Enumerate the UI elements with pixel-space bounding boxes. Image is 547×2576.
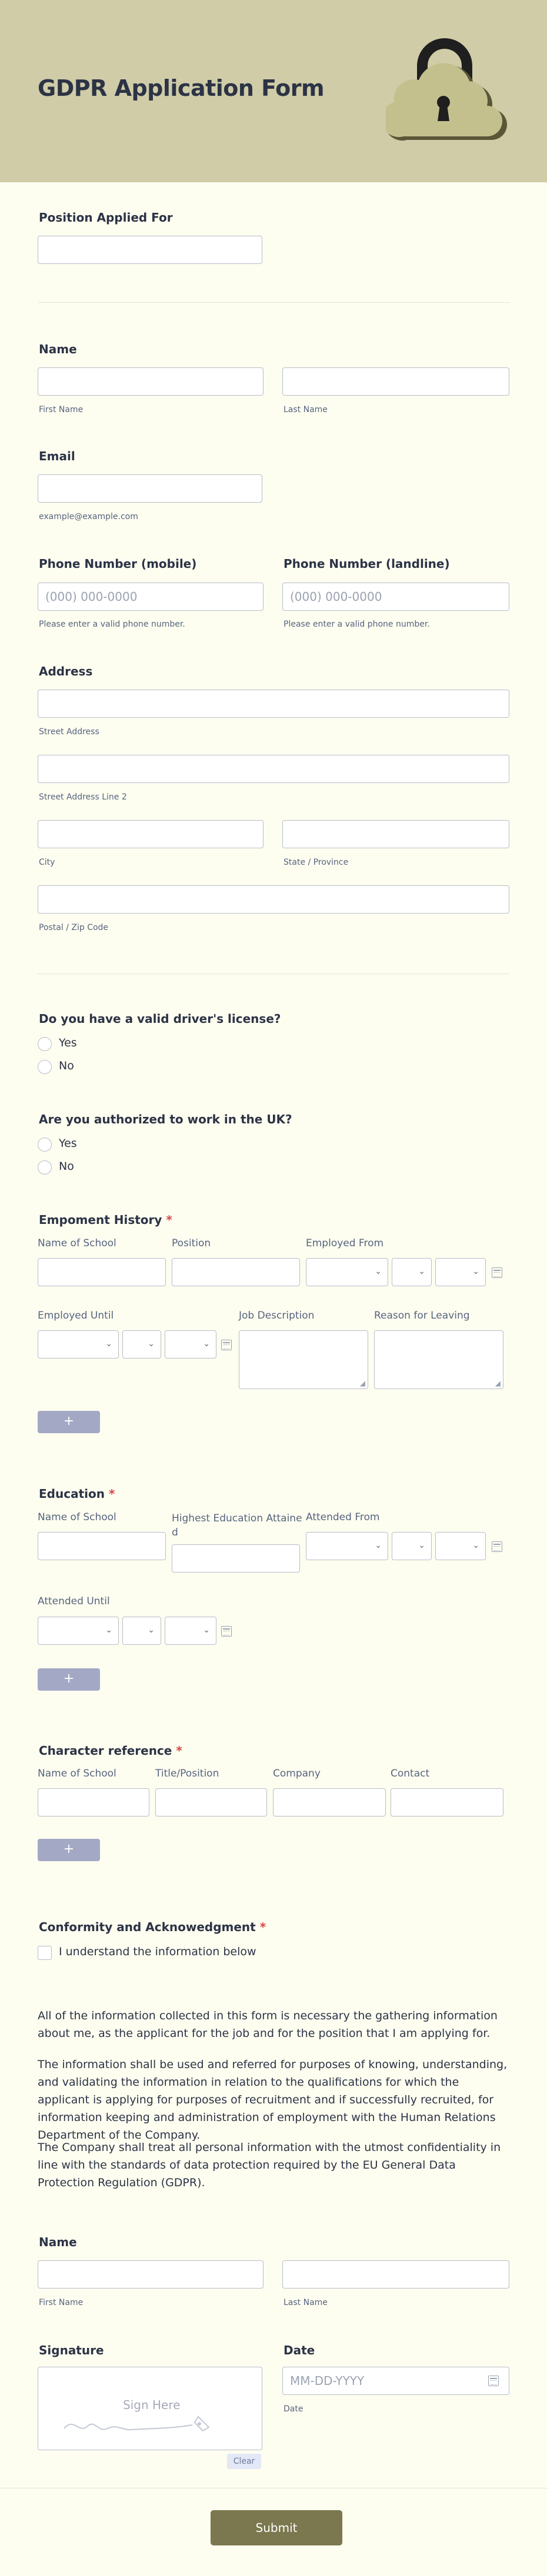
calendar-icon[interactable]	[492, 1541, 502, 1552]
chevron-down-icon: ⌄	[418, 1541, 425, 1550]
info-paragraph-1: All of the information collected in this form is necessary the gathering information about me, as the applicant for the job and for the position that I am applying for.	[38, 2009, 498, 2040]
calendar-icon[interactable]	[221, 1340, 232, 1350]
chevron-down-icon: ⌄	[418, 1267, 425, 1276]
first-name2-sublabel: First Name	[39, 2298, 84, 2307]
phone-landline-label: Phone Number (landline)	[283, 557, 450, 571]
character-col-contact: Contact	[391, 1768, 430, 1779]
education-attained-input[interactable]	[172, 1544, 300, 1573]
education-from-month-select[interactable]	[306, 1532, 388, 1560]
employment-school-input[interactable]	[38, 1258, 166, 1286]
email-sublabel: example@example.com	[39, 512, 138, 521]
job-description-textarea[interactable]	[239, 1330, 368, 1389]
signature-label: Signature	[39, 2343, 104, 2357]
employment-until-day-select[interactable]	[122, 1330, 161, 1359]
email-input[interactable]	[38, 474, 262, 503]
character-col-title: Title/Position	[155, 1768, 219, 1779]
last-name2-sublabel: Last Name	[283, 2298, 328, 2307]
employment-until-year-select[interactable]	[165, 1330, 216, 1359]
state-sublabel: State / Province	[283, 858, 349, 867]
first-name-input[interactable]	[38, 367, 264, 396]
employment-from-year-select[interactable]	[435, 1258, 486, 1286]
employment-col-description: Job Description	[239, 1310, 315, 1322]
character-contact-input[interactable]	[391, 1788, 503, 1816]
character-title-input[interactable]	[155, 1788, 267, 1816]
chevron-down-icon: ⌄	[105, 1625, 112, 1635]
last-name2-input[interactable]	[282, 2260, 509, 2289]
employment-until-month-select[interactable]	[38, 1330, 119, 1359]
license-yes-radio[interactable]	[38, 1037, 52, 1051]
resize-handle-icon[interactable]: ◢	[359, 1379, 365, 1387]
understand-checkbox[interactable]	[38, 1946, 52, 1960]
sign-here-placeholder: Sign Here	[123, 2398, 181, 2412]
character-label: Character reference *	[39, 1744, 182, 1758]
add-employment-button[interactable]: +	[38, 1411, 100, 1433]
form-header	[0, 0, 547, 182]
calendar-icon[interactable]	[488, 2376, 499, 2386]
info-paragraph-2: The information shall be used and referred for purposes of knowing, understanding, and validating the information in relation to the qualifications for which the applicant is applying for purposes of recruitment and if successfully recruited, for information keeping and administration of employment with the Human Relations Department of the Company.	[38, 2058, 508, 2142]
work-uk-question: Are you authorized to work in the UK?	[39, 1112, 292, 1126]
chevron-down-icon: ⌄	[148, 1339, 155, 1349]
character-school-input[interactable]	[38, 1788, 149, 1816]
license-no-radio[interactable]	[38, 1060, 52, 1074]
education-col-school: Name of School	[38, 1511, 116, 1523]
section-divider	[38, 302, 509, 303]
state-input[interactable]	[282, 820, 509, 848]
cloud-lock-icon	[386, 33, 509, 145]
education-until-day-select[interactable]	[122, 1617, 161, 1645]
submit-button[interactable]: Submit	[211, 2510, 342, 2545]
education-school-input[interactable]	[38, 1532, 166, 1560]
employment-col-until: Employed Until	[38, 1310, 114, 1322]
phone-mobile-input[interactable]: (000) 000-0000	[38, 583, 264, 611]
date-sublabel: Date	[283, 2404, 303, 2414]
license-no-label: No	[59, 1059, 74, 1072]
city-input[interactable]	[38, 820, 264, 848]
education-label: Education *	[39, 1487, 115, 1501]
conformity-label: Conformity and Acknowedgment *	[39, 1920, 266, 1934]
employment-position-input[interactable]	[172, 1258, 300, 1286]
reason-leaving-textarea[interactable]	[374, 1330, 503, 1389]
street-address-sublabel: Street Address	[39, 727, 99, 737]
phone-landline-input[interactable]: (000) 000-0000	[282, 583, 509, 611]
position-input[interactable]	[38, 236, 262, 264]
character-col-company: Company	[273, 1768, 321, 1779]
section-divider	[38, 973, 509, 974]
street-address-2-sublabel: Street Address Line 2	[39, 792, 127, 802]
date-label: Date	[283, 2343, 315, 2357]
calendar-icon[interactable]	[221, 1626, 232, 1637]
work-uk-yes-radio[interactable]	[38, 1138, 52, 1152]
education-until-month-select[interactable]	[38, 1617, 119, 1645]
phone-landline-sublabel: Please enter a valid phone number.	[283, 620, 430, 629]
add-character-button[interactable]: +	[38, 1839, 100, 1861]
street-address-input[interactable]	[38, 690, 509, 718]
address-label: Address	[39, 664, 93, 678]
license-yes-label: Yes	[59, 1036, 77, 1049]
education-col-from: Attended From	[306, 1511, 380, 1523]
date-input[interactable]: MM-DD-YYYY	[282, 2367, 509, 2395]
info-paragraph-3: The Company shall treat all personal information with the utmost confidentiality in line with the standards of data protection required by the EU General Data Protection Regulation (GDPR).	[38, 2141, 501, 2189]
chevron-down-icon: ⌄	[375, 1267, 382, 1276]
education-until-year-select[interactable]	[165, 1617, 216, 1645]
last-name-sublabel: Last Name	[283, 405, 328, 414]
employment-col-school: Name of School	[38, 1237, 116, 1249]
employment-col-reason: Reason for Leaving	[374, 1310, 470, 1322]
character-col-school: Name of School	[38, 1768, 116, 1779]
signature-scribble-icon	[62, 2405, 238, 2440]
zip-sublabel: Postal / Zip Code	[39, 923, 109, 932]
phone-mobile-sublabel: Please enter a valid phone number.	[39, 620, 185, 629]
employment-col-position: Position	[172, 1237, 211, 1249]
phone-mobile-label: Phone Number (mobile)	[39, 557, 197, 571]
last-name-input[interactable]	[282, 367, 509, 396]
education-from-day-select[interactable]	[392, 1532, 432, 1560]
calendar-icon[interactable]	[492, 1267, 502, 1278]
signature-pad[interactable]	[38, 2367, 262, 2450]
add-education-button[interactable]: +	[38, 1668, 100, 1691]
employment-from-day-select[interactable]	[392, 1258, 432, 1286]
work-uk-no-label: No	[59, 1160, 74, 1173]
employment-from-month-select[interactable]	[306, 1258, 388, 1286]
chevron-down-icon: ⌄	[472, 1267, 479, 1276]
work-uk-yes-label: Yes	[59, 1137, 77, 1150]
education-col-until: Attended Until	[38, 1595, 110, 1607]
street-address-2-input[interactable]	[38, 755, 509, 783]
resize-handle-icon[interactable]: ◢	[495, 1379, 501, 1387]
chevron-down-icon: ⌄	[148, 1625, 155, 1635]
name2-label: Name	[39, 2235, 77, 2249]
license-question: Do you have a valid driver's license?	[39, 1012, 281, 1026]
character-company-input[interactable]	[273, 1788, 386, 1816]
form-title: GDPR Application Form	[38, 75, 325, 101]
employment-col-from: Employed From	[306, 1237, 384, 1249]
chevron-down-icon: ⌄	[472, 1541, 479, 1550]
position-label: Position Applied For	[39, 210, 173, 225]
work-uk-no-radio[interactable]	[38, 1160, 52, 1175]
first-name-sublabel: First Name	[39, 405, 84, 414]
chevron-down-icon: ⌄	[203, 1339, 210, 1349]
email-label: Email	[39, 449, 75, 463]
city-sublabel: City	[39, 858, 55, 867]
chevron-down-icon: ⌄	[375, 1541, 382, 1550]
understand-checkbox-label: I understand the information below	[59, 1945, 256, 1958]
first-name2-input[interactable]	[38, 2260, 264, 2289]
clear-signature-button[interactable]: Clear	[227, 2454, 261, 2469]
chevron-down-icon: ⌄	[105, 1339, 112, 1349]
education-col-attained: Highest Education Attained	[172, 1513, 302, 1538]
zip-input[interactable]	[38, 885, 509, 914]
chevron-down-icon: ⌄	[203, 1625, 210, 1635]
employment-label: Empoment History *	[39, 1213, 172, 1227]
name-label: Name	[39, 342, 77, 356]
education-from-year-select[interactable]	[435, 1532, 486, 1560]
